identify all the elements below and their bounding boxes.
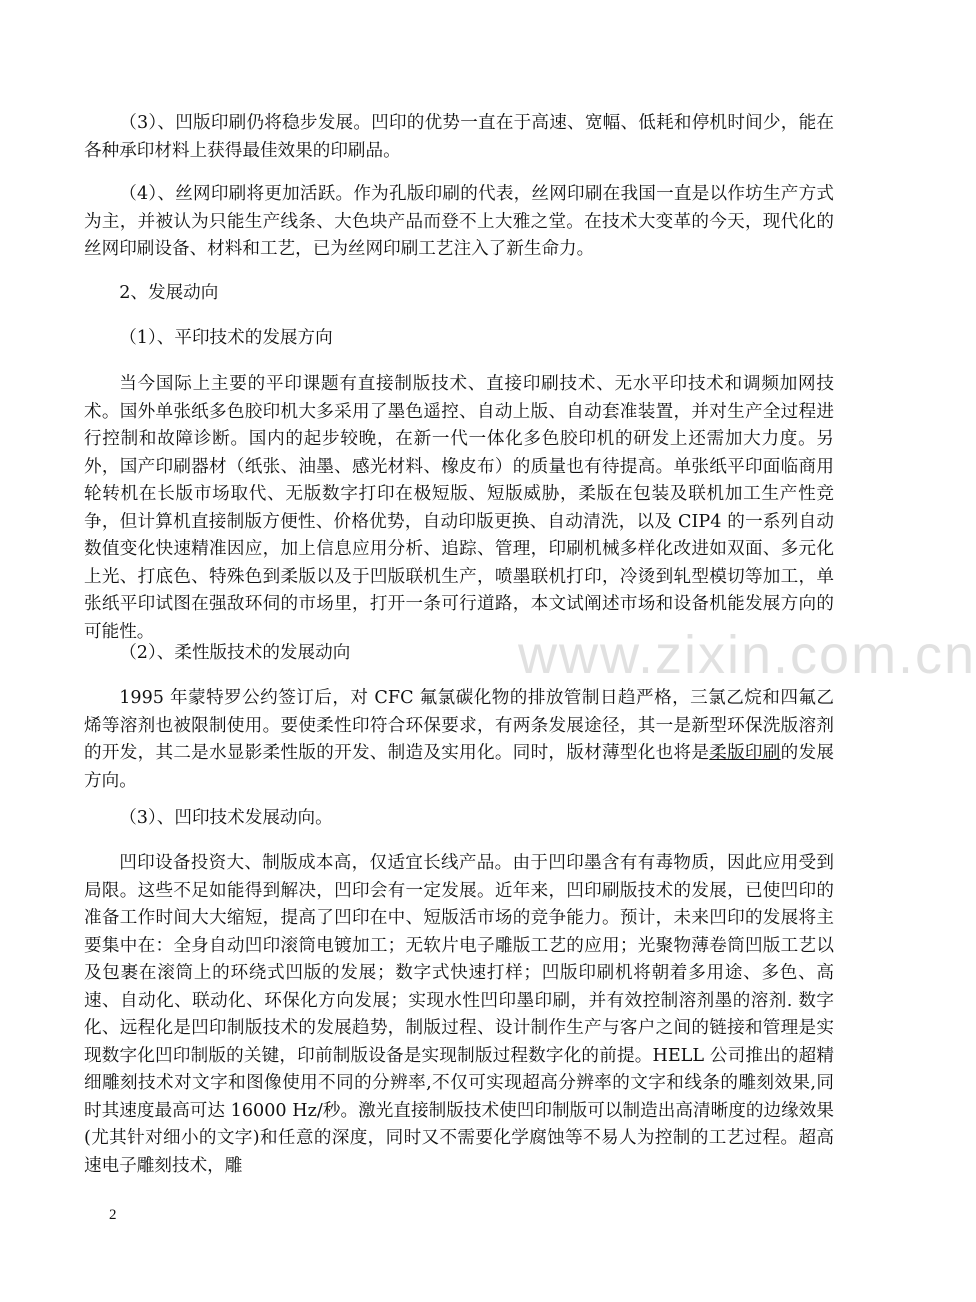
heading-development-trends: 2、发展动向: [119, 283, 219, 303]
flexo-printing-link[interactable]: 柔版印刷: [709, 743, 781, 763]
paragraph-flexography: [84, 685, 834, 795]
heading-flexography: （2）、柔性版技术的发展动向: [119, 643, 351, 663]
watermark-text: www.zixin.com.cn: [518, 625, 976, 685]
paragraph-gravure-technology: 凹印设备投资大、制版成本高，仅适宜长线产品。由于凹印墨含有有毒物质，因此应用受到局限。这些不足如能得到解决，凹印会有一定发展。近年来，凹印刷版技术的发展，已使凹印的准备工作时间大大缩短，提高了凹印在中、短版活市场的竞争能力。预计，未来凹印的发展将主要集中在：全身自动凹印滚筒电镀加工；无软片电子雕版工艺的应用；光聚物薄卷筒凹版工艺以及包裹在滚筒上的环绕式凹版的发展；数字式快速打样；凹版印刷机将朝着多用途、多色、高速、自动化、联动化、环保化方向发展；实现水性凹印墨印刷，并有效控制溶剂墨的溶剂. 数字化、远程化是凹印制版技术的发展趋势，制版过程、设计制作生产与客户之间的链接和管理是实现数字化凹印制版的关键，印前制版设备是实现制版过程数字化的前提。HELL 公司推出的超精细雕刻技术对文字和图像使用不同的分辨率,不仅可实现超高分辨率的文字和线条的雕刻效果,同时其速度最高可达 16000 Hz/秒。激光直接制版技术使凹印制版可以制造出高清晰度的边缘效果(尤其针对细小的文字)和任意的深度，同时又不需要化学腐蚀等不易人为控制的工艺过程。超高速电子雕刻技术，雕: [84, 853, 834, 1176]
heading-gravure-technology: （3）、凹印技术发展动向。: [119, 808, 333, 828]
paragraph-flexography-tail: 的发展方向。: [84, 743, 834, 791]
paragraph-gravure-outlook: （3）、凹版印刷仍将稳步发展。凹印的优势一直在于高速、宽幅、低耗和停机时间少，能在各种承印材料上获得最佳效果的印刷品。: [84, 113, 834, 161]
page-number: 2: [109, 1207, 117, 1223]
heading-lithography: （1）、平印技术的发展方向: [119, 328, 333, 348]
paragraph-flexography-text: 1995 年蒙特罗公约签订后，对 CFC 氟氯碳化物的排放管制日趋严格，三氯乙烷和四氟乙烯等溶剂也被限制使用。要使柔性印符合环保要求，有两条发展途径，其一是新型环保洗版溶剂的开发，其二是水显影柔性版的开发、制造及实用化。同时，版材薄型化也将是: [84, 688, 834, 763]
paragraph-lithography: 当今国际上主要的平印课题有直接制版技术、直接印刷技术、无水平印技术和调频加网技术。国外单张纸多色胶印机大多采用了墨色遥控、自动上版、自动套准装置，并对生产全过程进行控制和故障诊断。国内的起步较晚，在新一代一体化多色胶印机的研发上还需加大力度。另外，国产印刷器材（纸张、油墨、感光材料、橡皮布）的质量也有待提高。单张纸平印面临商用轮转机在长版市场取代、无版数字打印在极短版、短版威胁，柔版在包装及联机加工生产性竞争，但计算机直接制版方便性、价格优势，自动印版更换、自动清洗，以及 CIP4 的一系列自动数值变化快速精准因应，加上信息应用分析、追踪、管理，印刷机械多样化改进如双面、多元化上光、打底色、特殊色到柔版以及于凹版联机生产，喷墨联机打印，冷烫到轧型模切等加工，单张纸平印试图在强敌环伺的市场里，打开一条可行道路，本文试阐述市场和设备机能发展方向的可能性。: [84, 374, 834, 642]
paragraph-screen-printing: （4）、丝网印刷将更加活跃。作为孔版印刷的代表，丝网印刷在我国一直是以作坊生产方式为主，并被认为只能生产线条、大色块产品而登不上大雅之堂。在技术大变革的今天，现代化的丝网印刷设备、材料和工艺，已为丝网印刷工艺注入了新生命力。: [84, 184, 834, 259]
